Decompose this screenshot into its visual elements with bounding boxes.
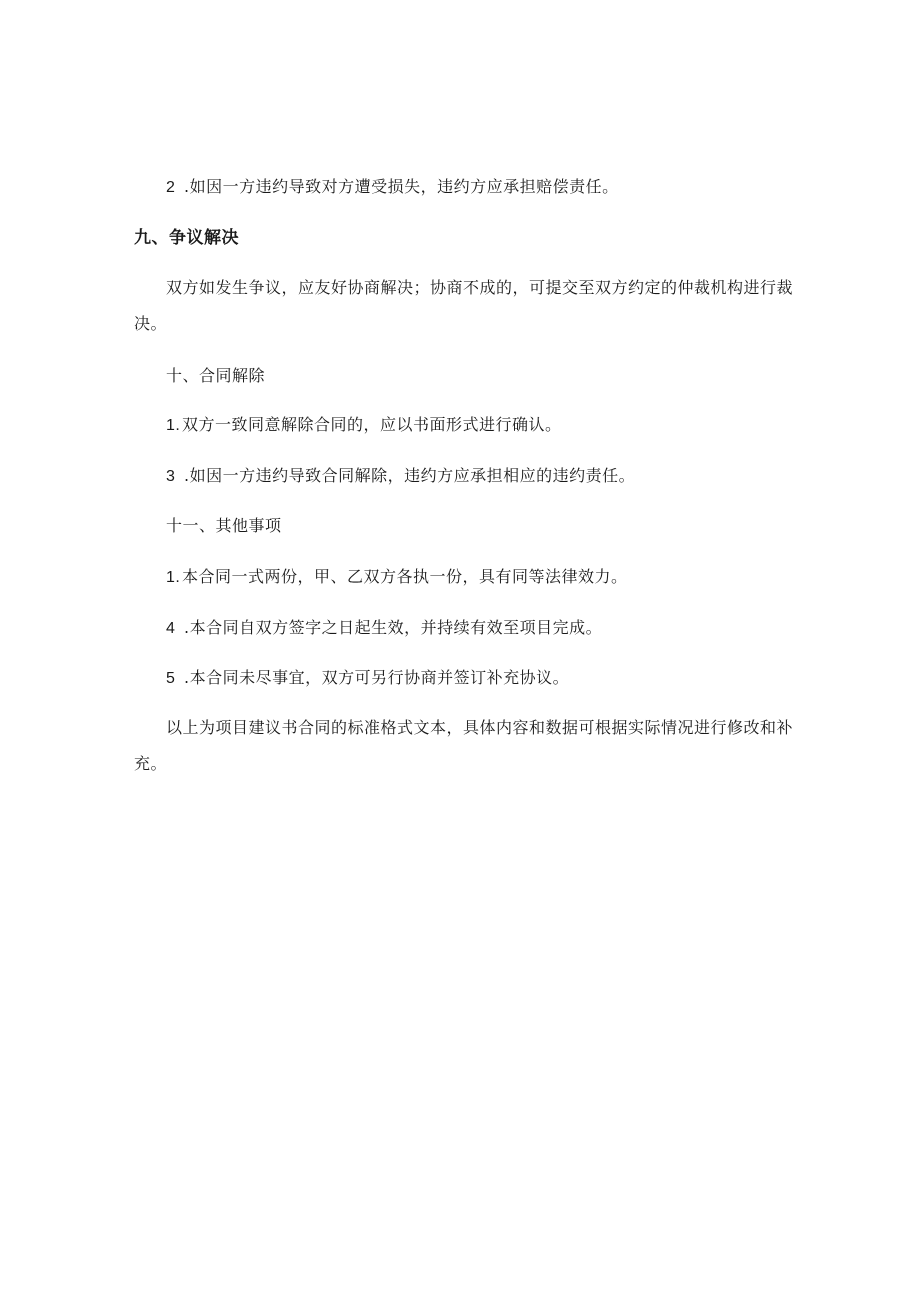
clause-item bbox=[166, 618, 602, 639]
clause-text: .如因一方违约导致合同解除，违约方应承担相应的违约责任。 bbox=[184, 466, 636, 485]
clause-item bbox=[166, 466, 635, 487]
clause-number: 5 bbox=[166, 670, 176, 687]
clause-text: 本合同一式两份，甲、乙双方各执一份，具有同等法律效力。 bbox=[182, 567, 628, 586]
clause-number: 3 bbox=[166, 468, 176, 485]
clause-number: 1. bbox=[166, 417, 181, 434]
section-heading: 十一、其他事项 bbox=[166, 516, 282, 535]
section-paragraph: 双方如发生争议，应友好协商解决；协商不成的，可提交至双方约定的仲裁机构进行裁决。 bbox=[134, 278, 794, 333]
clause-text: .本合同未尽事宜，双方可另行协商并签订补充协议。 bbox=[184, 668, 570, 687]
clause-item bbox=[166, 567, 628, 588]
section-heading: 十、合同解除 bbox=[166, 366, 266, 385]
clause-text: 双方一致同意解除合同的，应以书面形式进行确认。 bbox=[182, 415, 562, 434]
clause-item bbox=[166, 177, 619, 198]
clause-item bbox=[166, 668, 569, 689]
clause-item bbox=[166, 415, 562, 436]
section-heading: 九、争议解决 bbox=[134, 228, 239, 248]
clause-number: 4 bbox=[166, 620, 176, 637]
clause-text: .如因一方违约导致对方遭受损失，违约方应承担赔偿责任。 bbox=[184, 177, 619, 196]
clause-text: .本合同自双方签字之日起生效，并持续有效至项目完成。 bbox=[184, 618, 603, 637]
closing-paragraph: 以上为项目建议书合同的标准格式文本，具体内容和数据可根据实际情况进行修改和补充。 bbox=[134, 718, 794, 773]
clause-number: 2 bbox=[166, 179, 176, 196]
clause-number: 1. bbox=[166, 569, 181, 586]
